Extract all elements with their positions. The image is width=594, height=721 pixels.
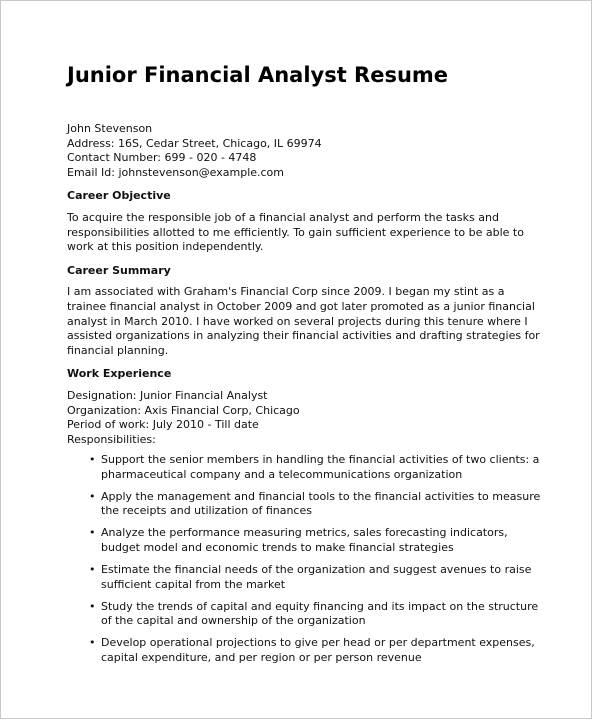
list-item: [67, 453, 547, 482]
contact-address: Address: 16S, Cedar Street, Chicago, IL 69974: [67, 136, 322, 150]
resume-content: [67, 122, 547, 673]
responsibility-text: Study the trends of capital and equity financing and its impact on the structure of the capital and ownership of the organization: [101, 599, 539, 628]
period-of-work: Period of work: July 2010 - Till date: [67, 418, 259, 432]
work-experience-heading: Work Experience: [67, 367, 172, 381]
responsibilities-list: [67, 453, 547, 665]
responsibility-text: Develop operational projections to give per head or per department expenses, capital expenditure, and per region or per person revenue: [101, 636, 535, 664]
responsibility-text: Analyze the performance measuring metrics, sales forecasting indicators, budget model and economic trends to make financial strategies: [101, 526, 508, 555]
career-objective-heading: Career Objective: [67, 189, 171, 203]
contact-phone: Contact Number: 699 - 020 - 4748: [67, 151, 257, 165]
bullet-icon: •: [89, 526, 96, 540]
bullet-icon: •: [89, 599, 96, 613]
bullet-icon: •: [89, 489, 96, 503]
career-summary-heading: Career Summary: [67, 263, 171, 277]
bullet-icon: •: [89, 636, 96, 650]
bullet-icon: •: [89, 563, 96, 577]
organization: Organization: Axis Financial Corp, Chicago: [67, 403, 300, 417]
contact-block: [67, 122, 547, 180]
page-title: Junior Financial Analyst Resume: [67, 63, 449, 87]
list-item: [67, 526, 547, 555]
responsibility-text: Apply the management and financial tools to the financial activities to measure the receipts and utilization of finances: [101, 489, 541, 518]
responsibility-text: Estimate the financial needs of the organization and suggest avenues to raise sufficient capital from the market: [101, 563, 532, 591]
responsibilities-label: Responsibilities:: [67, 432, 156, 446]
career-summary-text: I am associated with Graham's Financial Corp since 2009. I began my stint as a trainee financial analyst in October 2009 and got later promoted as a junior financial analyst in March 2010. I have worked on several projects during this tenure where I assisted organizations in analyzing their financial activities and drafting strategies for financial planning.: [67, 285, 540, 357]
list-item: [67, 563, 547, 592]
bullet-icon: •: [89, 453, 96, 467]
contact-email: Email Id: johnstevenson@example.com: [67, 165, 285, 179]
responsibility-text: Support the senior members in handling the financial activities of two clients: a pharmaceutical company and a telecommunications organization: [101, 453, 540, 481]
list-item: [67, 490, 547, 519]
career-objective-text: To acquire the responsible job of a financial analyst and perform the tasks and responsibilities allotted to me efficiently. To gain sufficient experience to be able to work at this position independently.: [67, 210, 524, 254]
designation: Designation: Junior Financial Analyst: [67, 388, 268, 402]
list-item: [67, 636, 547, 665]
list-item: [67, 600, 547, 629]
contact-name: John Stevenson: [67, 122, 153, 135]
